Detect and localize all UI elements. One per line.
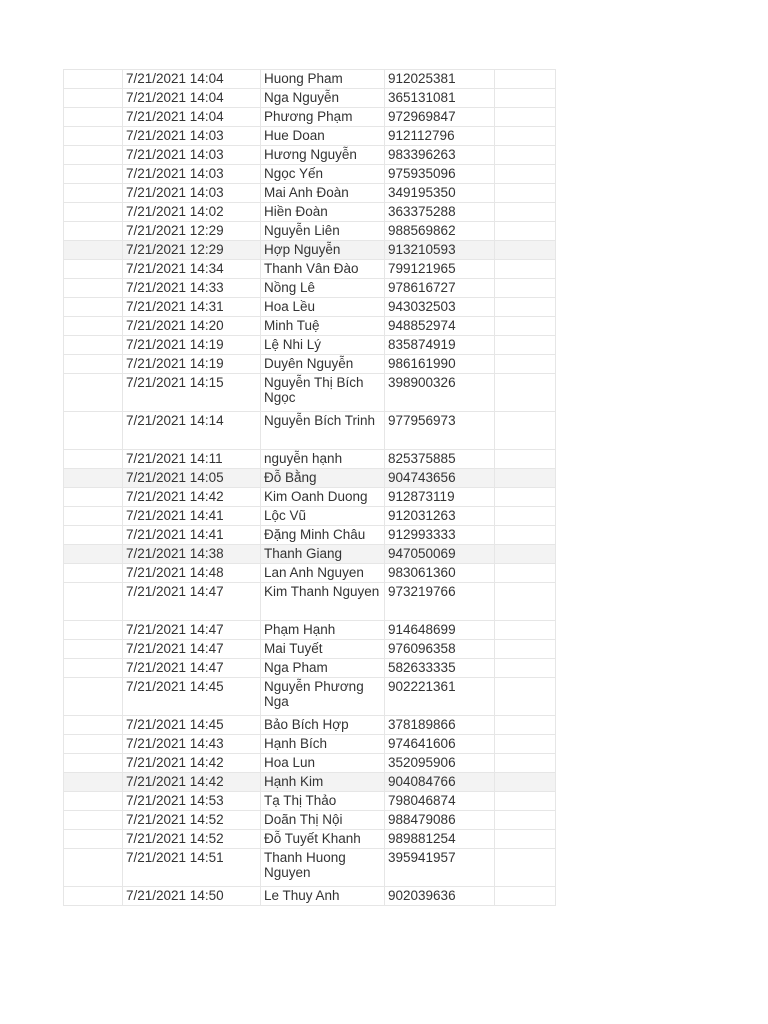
phone-cell: 395941957: [385, 849, 495, 887]
phone-cell: 974641606: [385, 735, 495, 754]
name-cell: Thanh Giang: [261, 545, 385, 564]
table-row: [64, 887, 556, 906]
phone-cell: 983396263: [385, 146, 495, 165]
phone-cell: 988479086: [385, 811, 495, 830]
empty-cell: [495, 374, 556, 412]
datetime-cell: 7/21/2021 14:41: [123, 507, 261, 526]
empty-cell: [495, 526, 556, 545]
phone-cell: 988569862: [385, 222, 495, 241]
name-cell: Đỗ Tuyết Khanh: [261, 830, 385, 849]
row-gutter-cell: [64, 203, 123, 222]
empty-cell: [495, 564, 556, 583]
table-row: [64, 374, 556, 412]
phone-cell: 799121965: [385, 260, 495, 279]
datetime-cell: 7/21/2021 14:42: [123, 773, 261, 792]
table-row: [64, 526, 556, 545]
empty-cell: [495, 488, 556, 507]
empty-cell: [495, 412, 556, 450]
empty-cell: [495, 773, 556, 792]
name-cell: Huong Pham: [261, 70, 385, 89]
name-cell: Lan Anh Nguyen: [261, 564, 385, 583]
datetime-cell: 7/21/2021 14:04: [123, 89, 261, 108]
datetime-cell: 7/21/2021 14:05: [123, 469, 261, 488]
table-row: [64, 811, 556, 830]
empty-cell: [495, 127, 556, 146]
datetime-cell: 7/21/2021 14:04: [123, 108, 261, 127]
name-cell: Thanh Vân Đào: [261, 260, 385, 279]
table-row: [64, 279, 556, 298]
row-gutter-cell: [64, 811, 123, 830]
row-gutter-cell: [64, 279, 123, 298]
empty-cell: [495, 583, 556, 621]
empty-cell: [495, 887, 556, 906]
row-gutter-cell: [64, 355, 123, 374]
name-cell: Nguyễn Liên: [261, 222, 385, 241]
row-gutter-cell: [64, 792, 123, 811]
phone-cell: 398900326: [385, 374, 495, 412]
phone-cell: 825375885: [385, 450, 495, 469]
datetime-cell: 7/21/2021 14:34: [123, 260, 261, 279]
datetime-cell: 7/21/2021 14:03: [123, 146, 261, 165]
phone-cell: 976096358: [385, 640, 495, 659]
row-gutter-cell: [64, 564, 123, 583]
empty-cell: [495, 507, 556, 526]
datetime-cell: 7/21/2021 14:33: [123, 279, 261, 298]
phone-cell: 365131081: [385, 89, 495, 108]
phone-cell: 973219766: [385, 583, 495, 621]
row-gutter-cell: [64, 450, 123, 469]
phone-cell: 983061360: [385, 564, 495, 583]
phone-cell: 948852974: [385, 317, 495, 336]
row-gutter-cell: [64, 659, 123, 678]
table-row: [64, 203, 556, 222]
phone-cell: 912112796: [385, 127, 495, 146]
row-gutter-cell: [64, 146, 123, 165]
table-row: [64, 507, 556, 526]
table-row: [64, 678, 556, 716]
empty-cell: [495, 830, 556, 849]
name-cell: Mai Tuyết: [261, 640, 385, 659]
table-row: [64, 849, 556, 887]
name-cell: Duyên Nguyễn: [261, 355, 385, 374]
datetime-cell: 7/21/2021 14:42: [123, 488, 261, 507]
name-cell: Hương Nguyễn: [261, 146, 385, 165]
name-cell: Đặng Minh Châu: [261, 526, 385, 545]
name-cell: Lệ Nhi Lý: [261, 336, 385, 355]
table-row: [64, 146, 556, 165]
phone-cell: 912025381: [385, 70, 495, 89]
datetime-cell: 7/21/2021 14:45: [123, 678, 261, 716]
name-cell: Hạnh Bích: [261, 735, 385, 754]
name-cell: Nga Nguyễn: [261, 89, 385, 108]
phone-cell: 914648699: [385, 621, 495, 640]
datetime-cell: 7/21/2021 14:41: [123, 526, 261, 545]
table-row: [64, 336, 556, 355]
name-cell: Phạm Hạnh: [261, 621, 385, 640]
table-row: [64, 184, 556, 203]
datetime-cell: 7/21/2021 14:19: [123, 336, 261, 355]
phone-cell: 986161990: [385, 355, 495, 374]
datetime-cell: 7/21/2021 14:51: [123, 849, 261, 887]
empty-cell: [495, 849, 556, 887]
phone-cell: 902039636: [385, 887, 495, 906]
phone-cell: 913210593: [385, 241, 495, 260]
name-cell: Hue Doan: [261, 127, 385, 146]
phone-cell: 947050069: [385, 545, 495, 564]
name-cell: Hợp Nguyễn: [261, 241, 385, 260]
row-gutter-cell: [64, 89, 123, 108]
row-gutter-cell: [64, 317, 123, 336]
row-gutter-cell: [64, 70, 123, 89]
row-gutter-cell: [64, 108, 123, 127]
empty-cell: [495, 279, 556, 298]
name-cell: Hoa Lều: [261, 298, 385, 317]
row-gutter-cell: [64, 469, 123, 488]
datetime-cell: 7/21/2021 14:53: [123, 792, 261, 811]
table-row: [64, 469, 556, 488]
phone-cell: 798046874: [385, 792, 495, 811]
table-row: [64, 298, 556, 317]
name-cell: Thanh Huong Nguyen: [261, 849, 385, 887]
table-row: [64, 317, 556, 336]
phone-cell: 835874919: [385, 336, 495, 355]
name-cell: Mai Anh Đoàn: [261, 184, 385, 203]
table-row: [64, 583, 556, 621]
empty-cell: [495, 659, 556, 678]
empty-cell: [495, 298, 556, 317]
table-row: [64, 412, 556, 450]
empty-cell: [495, 716, 556, 735]
datetime-cell: 7/21/2021 14:19: [123, 355, 261, 374]
datetime-cell: 7/21/2021 14:47: [123, 583, 261, 621]
empty-cell: [495, 545, 556, 564]
datetime-cell: 7/21/2021 14:43: [123, 735, 261, 754]
empty-cell: [495, 108, 556, 127]
row-gutter-cell: [64, 773, 123, 792]
empty-cell: [495, 241, 556, 260]
datetime-cell: 7/21/2021 14:52: [123, 830, 261, 849]
name-cell: Nguyễn Bích Trinh: [261, 412, 385, 450]
row-gutter-cell: [64, 336, 123, 355]
row-gutter-cell: [64, 640, 123, 659]
empty-cell: [495, 678, 556, 716]
row-gutter-cell: [64, 260, 123, 279]
row-gutter-cell: [64, 621, 123, 640]
datetime-cell: 7/21/2021 14:52: [123, 811, 261, 830]
datetime-cell: 7/21/2021 14:38: [123, 545, 261, 564]
name-cell: Nga Pham: [261, 659, 385, 678]
datetime-cell: 7/21/2021 14:02: [123, 203, 261, 222]
row-gutter-cell: [64, 849, 123, 887]
row-gutter-cell: [64, 241, 123, 260]
empty-cell: [495, 260, 556, 279]
phone-cell: 912873119: [385, 488, 495, 507]
name-cell: nguyễn hạnh: [261, 450, 385, 469]
empty-cell: [495, 469, 556, 488]
table-row: [64, 165, 556, 184]
table-row: [64, 773, 556, 792]
empty-cell: [495, 70, 556, 89]
row-gutter-cell: [64, 412, 123, 450]
datetime-cell: 7/21/2021 14:03: [123, 127, 261, 146]
row-gutter-cell: [64, 374, 123, 412]
empty-cell: [495, 735, 556, 754]
table-row: [64, 754, 556, 773]
phone-cell: 902221361: [385, 678, 495, 716]
name-cell: Bảo Bích Hợp: [261, 716, 385, 735]
table-row: [64, 108, 556, 127]
name-cell: Phương Phạm: [261, 108, 385, 127]
phone-cell: 904743656: [385, 469, 495, 488]
datetime-cell: 7/21/2021 12:29: [123, 222, 261, 241]
datetime-cell: 7/21/2021 14:03: [123, 184, 261, 203]
table-row: [64, 735, 556, 754]
empty-cell: [495, 450, 556, 469]
datetime-cell: 7/21/2021 14:47: [123, 659, 261, 678]
table-row: [64, 355, 556, 374]
name-cell: Hiền Đoàn: [261, 203, 385, 222]
row-gutter-cell: [64, 735, 123, 754]
table-row: [64, 241, 556, 260]
name-cell: Hoa Lun: [261, 754, 385, 773]
datetime-cell: 7/21/2021 14:45: [123, 716, 261, 735]
table-row: [64, 564, 556, 583]
table-row: [64, 621, 556, 640]
datetime-cell: 7/21/2021 14:50: [123, 887, 261, 906]
empty-cell: [495, 203, 556, 222]
name-cell: Minh Tuệ: [261, 317, 385, 336]
row-gutter-cell: [64, 184, 123, 203]
empty-cell: [495, 146, 556, 165]
row-gutter-cell: [64, 887, 123, 906]
name-cell: Nguyễn Phương Nga: [261, 678, 385, 716]
table-body: [64, 70, 556, 906]
phone-cell: 378189866: [385, 716, 495, 735]
table-row: [64, 260, 556, 279]
empty-cell: [495, 621, 556, 640]
empty-cell: [495, 640, 556, 659]
empty-cell: [495, 355, 556, 374]
row-gutter-cell: [64, 830, 123, 849]
phone-cell: 904084766: [385, 773, 495, 792]
datetime-cell: 7/21/2021 14:11: [123, 450, 261, 469]
datetime-cell: 7/21/2021 14:48: [123, 564, 261, 583]
name-cell: Lộc Vũ: [261, 507, 385, 526]
row-gutter-cell: [64, 488, 123, 507]
row-gutter-cell: [64, 545, 123, 564]
empty-cell: [495, 165, 556, 184]
table-row: [64, 127, 556, 146]
registration-table: [63, 69, 556, 906]
name-cell: Đỗ Bằng: [261, 469, 385, 488]
table-row: [64, 450, 556, 469]
row-gutter-cell: [64, 127, 123, 146]
table-row: [64, 488, 556, 507]
phone-cell: 977956973: [385, 412, 495, 450]
name-cell: Hạnh Kim: [261, 773, 385, 792]
row-gutter-cell: [64, 298, 123, 317]
table-row: [64, 792, 556, 811]
datetime-cell: 7/21/2021 14:42: [123, 754, 261, 773]
empty-cell: [495, 222, 556, 241]
table-row: [64, 545, 556, 564]
table-row: [64, 659, 556, 678]
name-cell: Tạ Thị Thảo: [261, 792, 385, 811]
name-cell: Nồng Lê: [261, 279, 385, 298]
phone-cell: 972969847: [385, 108, 495, 127]
empty-cell: [495, 317, 556, 336]
table-row: [64, 222, 556, 241]
empty-cell: [495, 792, 556, 811]
datetime-cell: 7/21/2021 14:03: [123, 165, 261, 184]
table-row: [64, 70, 556, 89]
row-gutter-cell: [64, 678, 123, 716]
name-cell: Le Thuy Anh: [261, 887, 385, 906]
empty-cell: [495, 811, 556, 830]
phone-cell: 978616727: [385, 279, 495, 298]
name-cell: Nguyễn Thị Bích Ngọc: [261, 374, 385, 412]
empty-cell: [495, 336, 556, 355]
name-cell: Kim Oanh Duong: [261, 488, 385, 507]
row-gutter-cell: [64, 526, 123, 545]
datetime-cell: 7/21/2021 14:14: [123, 412, 261, 450]
datetime-cell: 7/21/2021 14:47: [123, 640, 261, 659]
name-cell: Ngọc Yến: [261, 165, 385, 184]
row-gutter-cell: [64, 507, 123, 526]
row-gutter-cell: [64, 754, 123, 773]
row-gutter-cell: [64, 583, 123, 621]
table-row: [64, 640, 556, 659]
row-gutter-cell: [64, 716, 123, 735]
table-row: [64, 716, 556, 735]
table-row: [64, 830, 556, 849]
phone-cell: 349195350: [385, 184, 495, 203]
phone-cell: 363375288: [385, 203, 495, 222]
datetime-cell: 7/21/2021 14:47: [123, 621, 261, 640]
phone-cell: 582633335: [385, 659, 495, 678]
empty-cell: [495, 184, 556, 203]
datetime-cell: 7/21/2021 14:31: [123, 298, 261, 317]
datetime-cell: 7/21/2021 14:15: [123, 374, 261, 412]
row-gutter-cell: [64, 165, 123, 184]
empty-cell: [495, 754, 556, 773]
phone-cell: 912031263: [385, 507, 495, 526]
name-cell: Doãn Thị Nội: [261, 811, 385, 830]
phone-cell: 352095906: [385, 754, 495, 773]
datetime-cell: 7/21/2021 12:29: [123, 241, 261, 260]
datetime-cell: 7/21/2021 14:04: [123, 70, 261, 89]
datetime-cell: 7/21/2021 14:20: [123, 317, 261, 336]
phone-cell: 975935096: [385, 165, 495, 184]
empty-cell: [495, 89, 556, 108]
row-gutter-cell: [64, 222, 123, 241]
name-cell: Kim Thanh Nguyen: [261, 583, 385, 621]
phone-cell: 989881254: [385, 830, 495, 849]
phone-cell: 912993333: [385, 526, 495, 545]
phone-cell: 943032503: [385, 298, 495, 317]
table-row: [64, 89, 556, 108]
